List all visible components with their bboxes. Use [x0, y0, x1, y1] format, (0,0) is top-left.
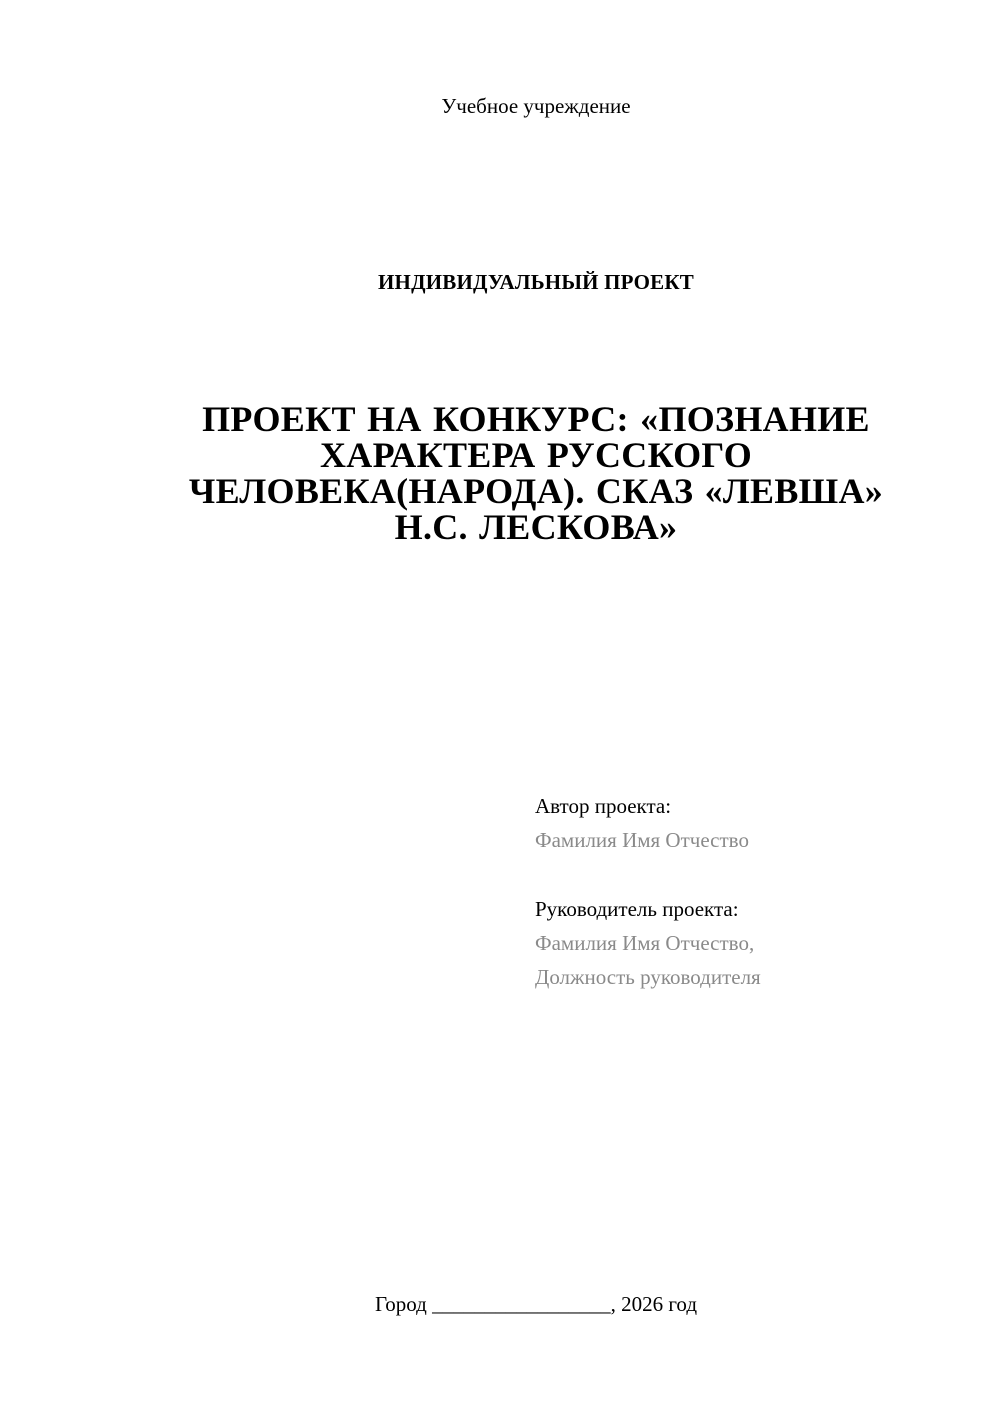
supervisor-label: Руководитель проекта: — [535, 897, 739, 921]
project-title-line-1: ПРОЕКТ НА КОНКУРС: «ПОЗНАНИЕ — [202, 399, 870, 439]
credits-block — [535, 789, 975, 994]
credits-spacer — [535, 857, 975, 892]
project-title — [170, 401, 902, 545]
author-name-placeholder: Фамилия Имя Отчество — [535, 828, 749, 852]
project-title-line-4: Н.С. ЛЕСКОВА» — [394, 507, 678, 547]
supervisor-name-placeholder: Фамилия Имя Отчество, — [535, 931, 755, 955]
institution-name: Учебное учреждение — [441, 94, 631, 118]
project-title-line-2: ХАРАКТЕРА РУССКОГО — [319, 435, 753, 475]
city-year-line: Город _________________, 2026 год — [374, 1292, 698, 1316]
document-type-heading: ИНДИВИДУАЛЬНЫЙ ПРОЕКТ — [378, 270, 694, 294]
author-label: Автор проекта: — [535, 794, 672, 818]
project-title-line-3: ЧЕЛОВЕКА(НАРОДА). СКАЗ «ЛЕВША» — [188, 471, 884, 511]
supervisor-position-placeholder: Должность руководителя — [535, 965, 761, 989]
